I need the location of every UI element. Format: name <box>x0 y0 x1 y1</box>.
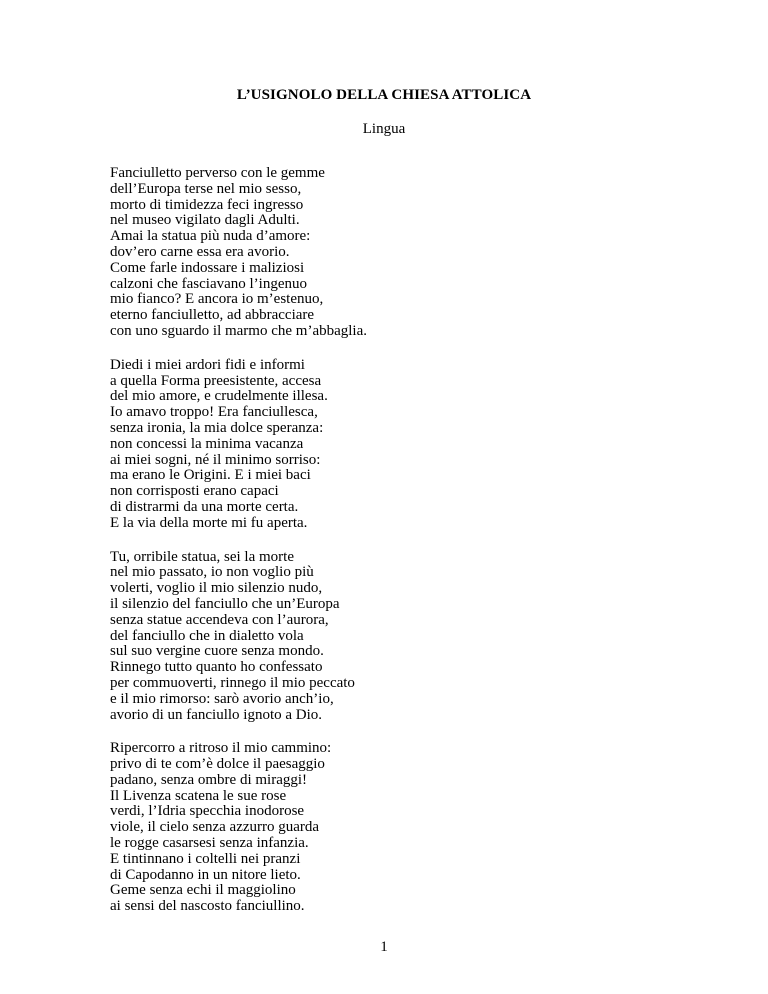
poem-line: ma erano le Origini. E i miei baci <box>110 467 311 484</box>
poem-line: sul suo vergine cuore senza mondo. <box>110 643 324 660</box>
poem-line: dell’Europa terse nel mio sesso, <box>110 180 302 197</box>
poem-line: non corrisposti erano capaci <box>110 483 279 500</box>
stanza-1 <box>110 166 670 340</box>
poem-line: Diedi i miei ardori fidi e informi <box>110 356 305 373</box>
poem-line: di distrarmi da una morte certa. <box>110 498 299 515</box>
poem-line: le rogge casarsesi senza infanzia. <box>110 835 309 852</box>
poem-line: padano, senza ombre di miraggi! <box>110 771 308 788</box>
poem-line: morto di timidezza feci ingresso <box>110 196 304 213</box>
poem-line: Geme senza echi il maggiolino <box>110 882 296 899</box>
stanza-3 <box>110 550 670 724</box>
poem-line: con uno sguardo il marmo che m’abbaglia. <box>110 322 368 339</box>
stanza-4 <box>110 741 670 915</box>
page-number: 1 <box>380 939 388 955</box>
poem-line: Rinnego tutto quanto ho confessato <box>110 659 323 676</box>
poem-line: Tu, orribile statua, sei la morte <box>110 548 294 565</box>
poem-line: volerti, voglio il mio silenzio nudo, <box>110 580 323 597</box>
poem-body <box>110 166 670 933</box>
poem-line: mio fianco? E ancora io m’estenuo, <box>110 291 324 308</box>
poem-line: Fanciulletto perverso con le gemme <box>110 165 325 181</box>
poem-line: Il Livenza scatena le sue rose <box>110 787 287 804</box>
poem-line: eterno fanciulletto, ad abbracciare <box>110 307 315 324</box>
poem-line: Io amavo troppo! Era fanciullesca, <box>110 404 318 421</box>
poem-line: E la via della morte mi fu aperta. <box>110 514 308 531</box>
document-subtitle: Lingua <box>362 121 406 137</box>
document-title: L’USIGNOLO DELLA CHIESA ATTOLICA <box>236 87 532 103</box>
poem-line: Ripercorro a ritroso il mio cammino: <box>110 740 332 757</box>
poem-line: avorio di un fanciullo ignoto a Dio. <box>110 706 323 723</box>
poem-line: ai miei sogni, né il minimo sorriso: <box>110 451 321 468</box>
poem-line: calzoni che fasciavano l’ingenuo <box>110 275 307 292</box>
poem-line: a quella Forma preesistente, accesa <box>110 372 322 389</box>
poem-line: ai sensi del nascosto fanciullino. <box>110 898 305 915</box>
poem-line: nel museo vigilato dagli Adulti. <box>110 212 300 229</box>
poem-line: viole, il cielo senza azzurro guarda <box>110 819 320 836</box>
poem-line: verdi, l’Idria specchia inodorose <box>110 803 305 820</box>
poem-line: di Capodanno in un nitore lieto. <box>110 866 301 883</box>
poem-line: del fanciullo che in dialetto vola <box>110 627 304 644</box>
stanza-2 <box>110 358 670 532</box>
poem-line: dov’ero carne essa era avorio. <box>110 243 290 260</box>
poem-line: Amai la statua più nuda d’amore: <box>110 228 311 245</box>
poem-line: senza ironia, la mia dolce speranza: <box>110 419 324 436</box>
poem-line: Come farle indossare i maliziosi <box>110 259 305 276</box>
poem-line: senza statue accendeva con l’aurora, <box>110 611 329 628</box>
poem-line: il silenzio del fanciullo che un’Europa <box>110 595 340 612</box>
poem-line: per commuoverti, rinnego il mio peccato <box>110 674 355 691</box>
poem-line: del mio amore, e crudelmente illesa. <box>110 388 328 405</box>
poem-line: e il mio rimorso: sarò avorio anch’io, <box>110 690 334 707</box>
poem-line: privo di te com’è dolce il paesaggio <box>110 756 325 773</box>
poem-line: non concessi la minima vacanza <box>110 435 304 452</box>
poem-line: nel mio passato, io non voglio più <box>110 564 314 581</box>
poem-line: E tintinnano i coltelli nei pranzi <box>110 850 301 867</box>
